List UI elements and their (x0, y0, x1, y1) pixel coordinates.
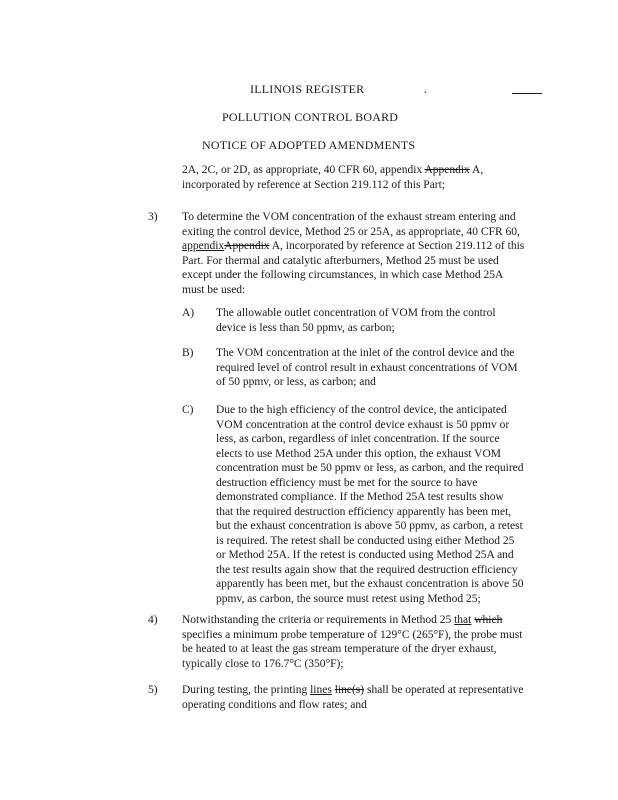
sub-c-line: or Method 25A. If the retest is conducted using Method 25A and (216, 549, 514, 561)
item-3-line: appendixAppendix A, incorporated by reference at Section 219.112 of this (182, 240, 525, 252)
item-3-line: except under the following circumstances, in which case Method 25A (182, 269, 504, 281)
item-3-line: exiting the control device, Method 25 or 25A, as appropriate, 40 CFR 60, (182, 225, 520, 238)
sub-b-line: The VOM concentration at the inlet of the control device and the (216, 347, 515, 359)
sub-c-label: C) (182, 404, 194, 416)
sub-c-line: demonstrated compliance. If the Method 25A test results show (216, 491, 504, 503)
sub-c-line: concentration must be 50 ppmv or less, as carbon, and the required (216, 462, 524, 474)
sub-c-paragraph (216, 403, 524, 606)
sub-a-line: device is less than 50 ppmv, as carbon; (216, 321, 395, 334)
continuation-line-1: 2A, 2C, or 2D, as appropriate, 40 CFR 60, appendix Appendix A, (182, 164, 484, 176)
sub-c-line: VOM concentration at the control device exhaust is 50 ppmv or (216, 418, 510, 431)
item-5-line: During testing, the printing lines line(s) shall be operated at representative (182, 684, 524, 696)
sub-a-line: The allowable outlet concentration of VOM from the control (216, 307, 496, 319)
sub-c-line: the test results again show that the required destruction efficiency (216, 563, 518, 576)
register-title: ILLINOIS REGISTER (250, 82, 365, 96)
issue-number-blank (512, 93, 542, 94)
item-5-paragraph (182, 683, 523, 712)
sub-c-line: ppmv, as carbon, the source must retest using Method 25; (216, 592, 481, 605)
sub-b-line: of 50 ppmv, or less, as carbon; and (216, 376, 376, 388)
item-4-line: typically close to 176.7°C (350°F); (182, 657, 344, 670)
sub-c-line: but the exhaust concentration is above 50 ppmv, as carbon, a retest (216, 520, 523, 532)
sub-c-line: apparently has been met, but the exhaust concentration is above 50 (216, 578, 524, 590)
item-4-line: be heated to at least the gas stream temperature of the dryer exhaust, (182, 643, 497, 655)
item-4-number: 4) (148, 614, 158, 626)
sub-c-line: that the required destruction efficiency apparently has been met, (216, 505, 512, 518)
item-3-line: must be used: (182, 283, 246, 296)
sub-c-line: Due to the high efficiency of the control device, the anticipated (216, 404, 507, 416)
sub-b-line: required level of control result in exhaust concentrations of VOM (216, 361, 518, 374)
sub-a-paragraph (216, 306, 496, 335)
sub-b-label: B) (182, 347, 194, 359)
item-3-line: To determine the VOM concentration of the exhaust stream entering and (182, 211, 516, 223)
sub-a-label: A) (182, 307, 195, 319)
sub-b-paragraph (216, 346, 518, 390)
board-title: POLLUTION CONTROL BOARD (222, 110, 399, 124)
continuation-paragraph (182, 163, 483, 192)
notice-title: NOTICE OF ADOPTED AMENDMENTS (202, 138, 416, 152)
header-mark: . (424, 82, 428, 96)
item-4-line: Notwithstanding the criteria or requirements in Method 25 that which (182, 614, 503, 626)
item-5-number: 5) (148, 684, 158, 696)
sub-c-line: elects to use Method 25A under this option, the exhaust VOM (216, 447, 502, 460)
item-4-line: specifies a minimum probe temperature of 129°C (265°F), the probe must (182, 628, 523, 641)
item-3-paragraph (182, 210, 524, 297)
item-4-paragraph (182, 613, 522, 671)
continuation-line-2: incorporated by reference at Section 219.112 of this Part; (182, 178, 446, 191)
item-5-line: operating conditions and flow rates; and (182, 698, 367, 711)
sub-c-line: destruction efficiency must be met for the source to have (216, 476, 478, 489)
sub-c-line: less, as carbon, regardless of inlet concentration. If the source (216, 433, 500, 445)
item-3-line: Part. For thermal and catalytic afterburners, Method 25 must be used (182, 254, 499, 267)
item-3-number: 3) (148, 211, 158, 223)
sub-c-line: is required. The retest shall be conducted using either Method 25 (216, 534, 515, 547)
